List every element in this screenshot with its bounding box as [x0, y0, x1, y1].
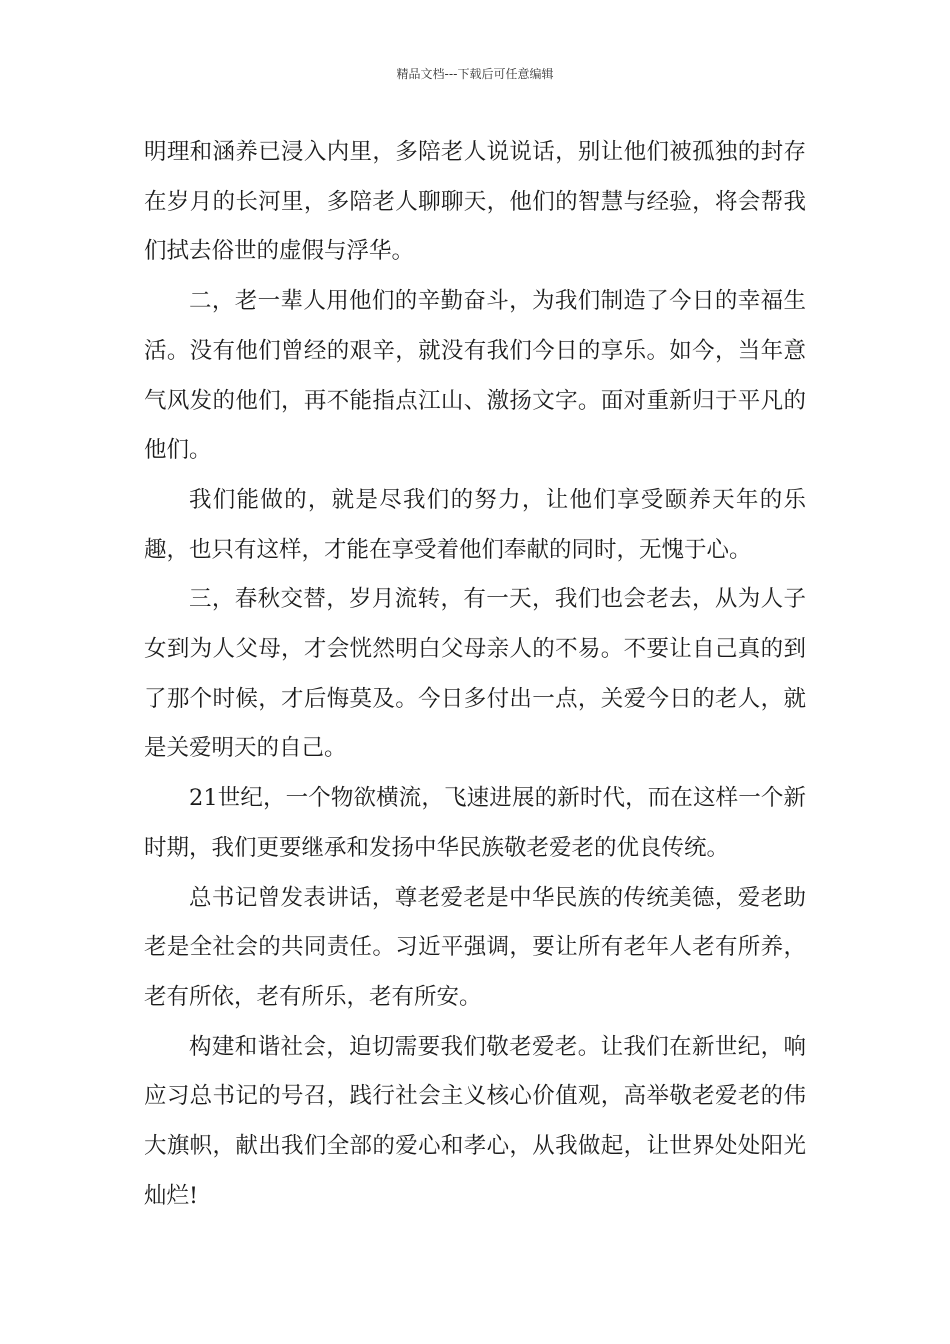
paragraph-5: 21世纪，一个物欲横流，飞速进展的新时代，而在这样一个新时期，我们更要继承和发扬中华民族敬老爱老的优良传统。 [144, 785, 806, 861]
document-body [144, 128, 806, 1221]
paragraph-3: 我们能做的，就是尽我们的努力，让他们享受颐养天年的乐趣，也只有这样，才能在享受着他们奉献的同时，无愧于心。 [144, 486, 806, 563]
paragraph-2: 二，老一辈人用他们的辛勤奋斗，为我们制造了今日的幸福生活。没有他们曾经的艰辛，就没有我们今日的享乐。如今，当年意气风发的他们，再不能指点江山、激扬文字。面对重新归于平凡的他们。 [144, 288, 806, 464]
paragraph-1: 明理和涵养已浸入内里，多陪老人说说话，别让他们被孤独的封存在岁月的长河里，多陪老人聊聊天，他们的智慧与经验，将会帮我们拭去俗世的虚假与浮华。 [144, 139, 806, 265]
paragraph-4: 三，春秋交替，岁月流转，有一天，我们也会老去，从为人子女到为人父母，才会恍然明白父母亲人的不易。不要让自己真的到了那个时候，才后悔莫及。今日多付出一点，关爱今日的老人，就是关爱明天的自己。 [144, 586, 806, 762]
paragraph-6: 总书记曾发表讲话，尊老爱老是中华民族的传统美德，爱老助老是全社会的共同责任。习近平强调，要让所有老年人老有所养，老有所依，老有所乐，老有所安。 [144, 884, 806, 1010]
paragraph-7: 构建和谐社会，迫切需要我们敬老爱老。让我们在新世纪，响应习总书记的号召，践行社会主义核心价值观，高举敬老爱老的伟大旗帜，献出我们全部的爱心和孝心，从我做起，让世界处处阳光灿烂! [144, 1033, 806, 1209]
page-header: 精品文档---下载后可任意编辑 [396, 67, 554, 81]
